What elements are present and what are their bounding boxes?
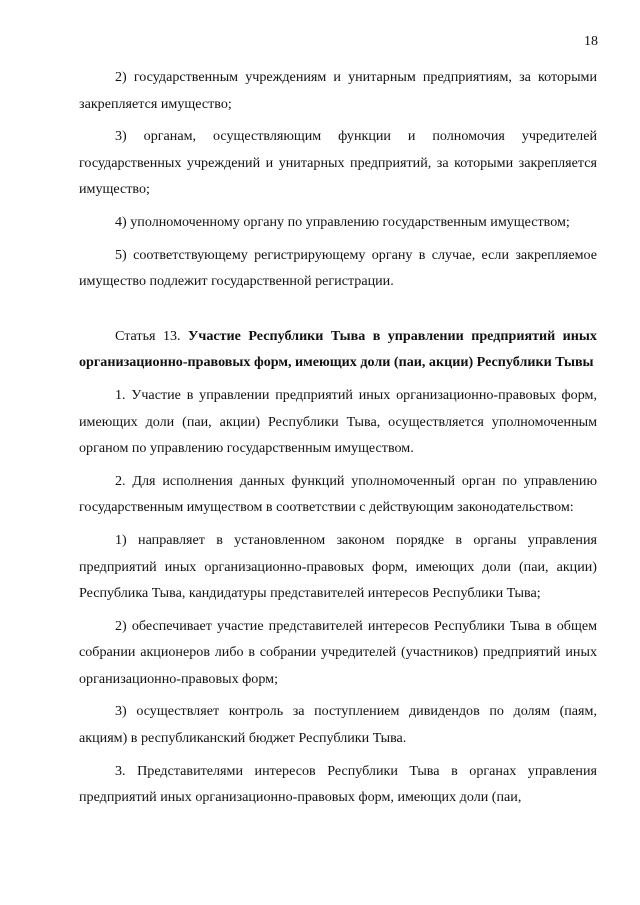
paragraph-recipient-2: 2) государственным учреждениям и унитарным предприятиям, за которыми закрепляется имущество;: [79, 69, 597, 112]
article-paragraph-3: 3. Представителями интересов Республики Тыва в органах управления предприятий иных организационно-правовых форм, имеющих доли (паи,: [79, 762, 597, 806]
article-label: Статья 13.: [115, 327, 181, 344]
article-heading: [79, 323, 597, 376]
article-paragraph-1: 1. Участие в управлении предприятий иных организационно-правовых форм, имеющих доли (паи, акции) Республики Тыва, осуществляется уполномоченным органом по управлению государственным имуществом.: [79, 386, 597, 457]
page-number: 18: [584, 34, 598, 49]
article-title: Участие Республики Тыва в управлении предприятий иных организационно-правовых форм, имеющих доли (паи, акции) Республики Тывы: [79, 327, 597, 371]
article-subparagraph-1: 1) направляет в установленном законом порядке в органы управления предприятий иных организационно-правовых форм, имеющих доли (паи, акции) Республика Тыва, кандидатуры представителей интересов Республики Тыва;: [79, 531, 597, 602]
paragraph-recipient-4: 4) уполномоченному органу по управлению государственным имуществом;: [115, 213, 570, 230]
article-subparagraph-2: 2) обеспечивает участие представителей интересов Республики Тыва в общем собрании акционеров либо в собрании учредителей (участников) предприятий иных организационно-правовых форм;: [79, 617, 597, 687]
article-subparagraph-3: 3) осуществляет контроль за поступлением дивидендов по долям (паям, акциям) в республиканский бюджет Республики Тыва.: [79, 703, 597, 747]
article-paragraph-2: 2. Для исполнения данных функций уполномоченный орган по управлению государственным имуществом в соответствии с действующим законодательством:: [79, 472, 597, 516]
paragraph-recipient-3: 3) органам, осуществляющим функции и полномочия учредителей государственных учреждений и унитарных предприятий, за которыми закрепляется имущество;: [79, 128, 597, 198]
paragraph-recipient-5: 5) соответствующему регистрирующему органу в случае, если закрепляемое имущество подлежит государственной регистрации.: [79, 246, 597, 290]
document-body: [79, 64, 597, 811]
